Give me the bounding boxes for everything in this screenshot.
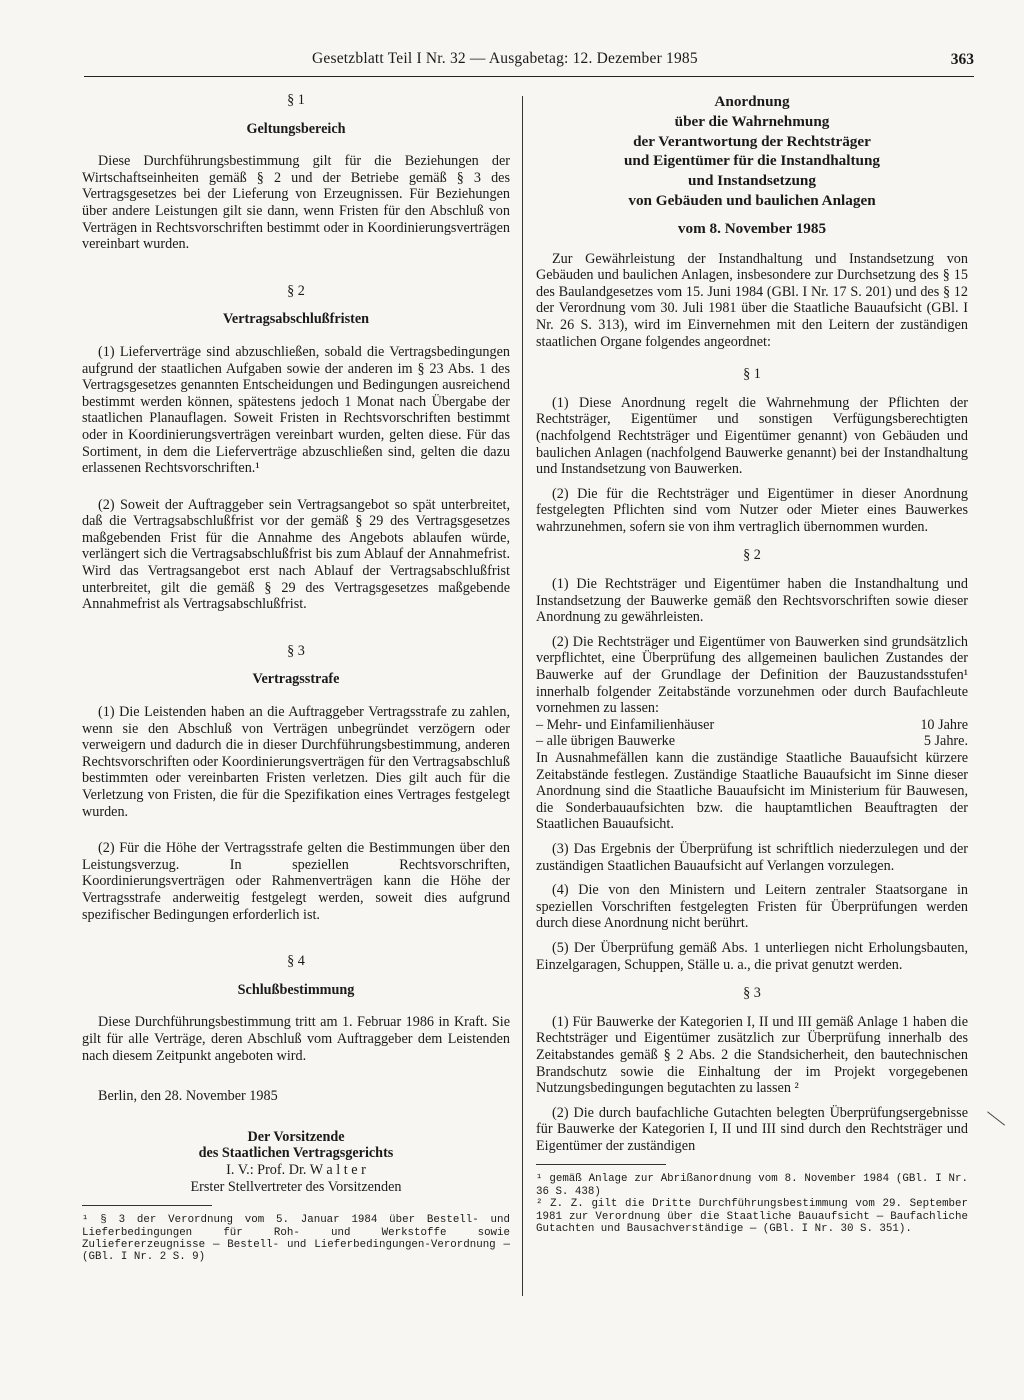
page-number: 363: [950, 51, 974, 68]
r-section-1-number: § 1: [743, 366, 761, 383]
signature-title: Der Vorsitzende: [247, 1128, 345, 1145]
r-section-1-paragraph-2: (2) Die für die Rechtsträger und Eigentümer in dieser Anordnung festgelegten Pflichten sind vom Nutzer oder Mieter eines Bauwerkes wahrzunehmen, sofern sie von ihm vertraglich übernommen wurden.: [536, 485, 968, 535]
r-section-2-paragraph-2: (2) Die Rechtsträger und Eigentümer von Bauwerken sind grundsätzlich verpflichtet, eine Überprüfung des allgemeinen baulichen Zustandes der Bauwerke auf der Grundlage der Definition der Bauzustandsstufen¹ innerhalb folgender Zeitabstände vorzunehmen oder durch Baufachleute vornehmen zu lassen:: [536, 633, 968, 717]
section-3-paragraph-1: (1) Die Leistenden haben an die Auftraggeber Vertragsstrafe zu zahlen, wenn sie den Abschluß von Verträgen unbegründet verzögern oder verweigern und dadurch die in dieser Durchführungsbestimmung, anderen Rechtsvorschriften oder Koordinierungsverträgen für den Vertragsabschluß bestimmten oder vereinbarten Fristen verletzen. Dies gilt auch für die Verletzung von Fristen, die für die Spezifikation eines Vertrages festgelegt wurden.: [82, 704, 510, 820]
preamble: Zur Gewährleistung der Instandhaltung und Instandsetzung von Gebäuden und baulichen Anlagen, insbesondere zur Durchsetzung des § 15 des Baulandgesetzes vom 15. Juni 1984 (GBl. I Nr. 17 S. 201) und des § 12 der Verordnung vom 30. Juli 1981 über die Staatliche Bauaufsicht (GBl. I Nr. 26 S. 313), wird im Einvernehmen mit den Leitern der zuständigen staatlichen Organe folgendes angeordnet:: [536, 250, 968, 350]
section-4-number: § 4: [287, 953, 305, 970]
footnote-1: ¹ § 3 der Verordnung vom 5. Januar 1984 über Bestell- und Lieferbedingungen für Roh- und Werkstoffe sowie Zuliefererzeugnisse — Bestell- und Lieferbedingungen-Verordnung — (GBl. I Nr. 2 S. 9): [82, 1214, 510, 1264]
r-section-2-paragraph-3: (3) Das Ergebnis der Überprüfung ist schriftlich niederzulegen und der zuständigen Staatlichen Bauaufsicht auf Verlangen vorzulegen.: [536, 840, 968, 874]
section-2-number: § 2: [287, 282, 305, 299]
r-section-2-paragraph-5: (5) Der Überprüfung gemäß Abs. 1 unterliegen nicht Erholungsbauten, Einzelgaragen, Schuppen, Ställe u. a., die privat genutzt werden.: [536, 939, 968, 973]
signature-name: I. V.: Prof. Dr. W a l t e r: [226, 1161, 366, 1178]
decree-date: vom 8. November 1985: [677, 219, 827, 237]
r-section-2-number: § 2: [743, 547, 761, 564]
footnote-1: ¹ gemäß Anlage zur Abrißanordnung vom 8. November 1984 (GBl. I Nr. 36 S. 438): [536, 1173, 968, 1198]
interval-value: 10 Jahre: [920, 716, 968, 733]
interval-value: 5 Jahre.: [923, 733, 968, 750]
section-2-paragraph-2: (2) Soweit der Auftraggeber sein Vertragsangebot so spät unterbreitet, daß die Vertragsabschlußfrist vor der gemäß § 29 des Vertragsgesetzes maßgebenden Frist für die Annahme des Angebots ablaufen würde, verlängert sich die Vertragsabschlußfrist bis zum Ablauf der Annahmefrist. Wird das Vertragsangebot erst nach Ablauf der Vertragsabschlußfrist unterbreitet, gilt die gemäß § 29 des Vertragsgesetzes maßgebende Annahmefrist als Vertragsabschlußfrist.: [82, 496, 510, 613]
footnote-rule: [82, 1205, 212, 1206]
title-line-4: und Eigentümer für die Instandhaltung: [623, 152, 880, 170]
column-divider: [522, 96, 523, 1296]
r-section-2-paragraph-1: (1) Die Rechtsträger und Eigentümer haben die Instandhaltung und Instandsetzung der Bauwerke gemäß den Rechtsvorschriften sowie dieser Anordnung zu gewährleisten.: [536, 576, 968, 626]
left-column: [82, 92, 510, 1264]
section-3-number: § 3: [287, 642, 305, 659]
left-footnote: [82, 1214, 510, 1264]
section-2-heading: Vertragsabschlußfristen: [222, 311, 370, 328]
section-3-heading: Vertragsstrafe: [252, 671, 340, 688]
section-1-number: § 1: [287, 92, 305, 108]
r-section-3-paragraph-2: (2) Die durch baufachliche Gutachten belegten Überprüfungsergebnisse für Bauwerke der Kategorien I, II und III sind durch den Rechtsträger und Eigentümer der zuständigen: [536, 1104, 968, 1154]
r-section-3-paragraph-1: (1) Für Bauwerke der Kategorien I, II und III gemäß Anlage 1 haben die Rechtsträger und Eigentümer zusätzlich zur Überprüfung innerhalb des Zeitabstandes gemäß § 2 Abs. 2 die Standsicherheit, den bautechnischen Brandschutz sowie die Einhaltung der im Projekt vorgegebenen Nutzungsbedingungen begutachten zu lassen ²: [536, 1013, 968, 1097]
footnote-2: ² Z. Z. gilt die Dritte Durchführungsbestimmung vom 29. September 1981 zur Verordnung über die Staatliche Bauaufsicht — Baufachliche Gutachten und Bausachverständige — (GBl. I Nr. 30 S. 351).: [536, 1198, 968, 1236]
interval-label: – alle übrigen Bauwerke: [536, 733, 676, 750]
interval-list-item: [536, 717, 968, 734]
footnote-rule: [536, 1164, 666, 1165]
title-line-5: und Instandsetzung: [688, 172, 816, 190]
right-footnotes: [536, 1173, 968, 1235]
r-section-2-paragraph-2b: In Ausnahmefällen kann die zuständige Staatliche Bauaufsicht kürzere Zeitabstände festlegen. Zuständige Staatliche Bauaufsicht im Sinne dieser Anordnung sind die Staatliche Bauaufsicht im Ministerium für Bauwesen, die Sonderbauaufsichten bzw. die hauptamtlichen Beauftragten der Staatlichen Bauaufsicht.: [536, 750, 968, 833]
section-4-text: Diese Durchführungsbestimmung tritt am 1. Februar 1986 in Kraft. Sie gilt für alle Verträge, deren Abschluß vom Auftraggeber dem Leistenden nach diesem Zeitpunkt angeboten wird.: [82, 1014, 510, 1064]
section-3-paragraph-2: (2) Für die Höhe der Vertragsstrafe gelten die Bestimmungen über den Leistungsverzug. In speziellen Rechtsvorschriften, Koordinierungsverträgen oder Rahmenverträgen kann die Höhe der Vertragsstrafe anderweitig festgelegt werden, soweit dies aufgrund spezifischer Bedingungen erforderlich ist.: [82, 840, 510, 923]
section-2-paragraph-1: (1) Lieferverträge sind abzuschließen, sobald die Vertragsbedingungen aufgrund der staatlichen Aufgaben sowie der anderen im § 23 Abs. 1 des Vertragsgesetzes genannten Entscheidungen und Bedingungen ausreichend bestimmt werden können, spätestens jedoch 1 Monat nach Übergabe der staatlichen Planauflagen. Soweit Fristen in Rechtsvorschriften bestimmt oder in Koordinierungsverträgen vereinbart wurden, gelten diese. Für das Sortiment, in dem die Lieferverträge abzuschließen sind, gelten die dazu erlassenen Rechtsvorschriften.¹: [82, 343, 510, 477]
title-line-2: über die Wahrnehmung: [674, 112, 830, 130]
right-column: [536, 92, 968, 1236]
section-1-heading: Geltungsbereich: [246, 120, 346, 137]
section-4-heading: Schlußbestimmung: [237, 981, 355, 998]
section-1-text: Diese Durchführungsbestimmung gilt für die Beziehungen der Wirtschaftseinheiten gemäß § 2 und der Betriebe gemäß § 3 des Vertragsgesetzes bei der Lieferung von Erzeugnissen. Für Beziehungen über andere Leistungen gilt sie dann, wenn Fristen für den Abschluß von Verträgen in Rechtsvorschriften bestimmt oder in Koordinierungsverträgen vereinbart wurden.: [82, 153, 510, 253]
r-section-2-paragraph-4: (4) Die von den Ministern und Leitern zentraler Staatsorgane in speziellen Vorschriften festgelegten Fristen für Überprüfungen werden durch diese Anordnung nicht berührt.: [536, 882, 968, 932]
interval-label: – Mehr- und Einfamilienhäuser: [536, 716, 715, 733]
header-title: Gesetzblatt Teil I Nr. 32 — Ausgabetag: 12. Dezember 1985: [312, 50, 698, 67]
place-date: Berlin, den 28. November 1985: [98, 1088, 278, 1105]
page-header: [84, 50, 974, 77]
title-line-6: von Gebäuden und baulichen Anlagen: [628, 191, 876, 209]
title-line-1: Anordnung: [714, 93, 790, 110]
signature-institution: des Staatlichen Vertragsgerichts: [198, 1145, 394, 1162]
r-section-1-paragraph-1: (1) Diese Anordnung regelt die Wahrnehmung der Pflichten der Rechtsträger, Eigentümer und sonstigen Verfügungsberechtigten (nachfolgend Rechtsträger und Eigentümer genannt) von Gebäuden und baulichen Anlagen (nachfolgend Bauwerke genannt) bei der Instandhaltung und Instandsetzung von Bauwerken.: [536, 394, 968, 478]
title-line-3: der Verantwortung der Rechtsträger: [633, 132, 871, 150]
interval-list-item: [536, 733, 968, 750]
signature-role: Erster Stellvertreter des Vorsitzenden: [190, 1178, 402, 1195]
margin-mark: [987, 1111, 1005, 1125]
r-section-3-number: § 3: [743, 985, 761, 1002]
